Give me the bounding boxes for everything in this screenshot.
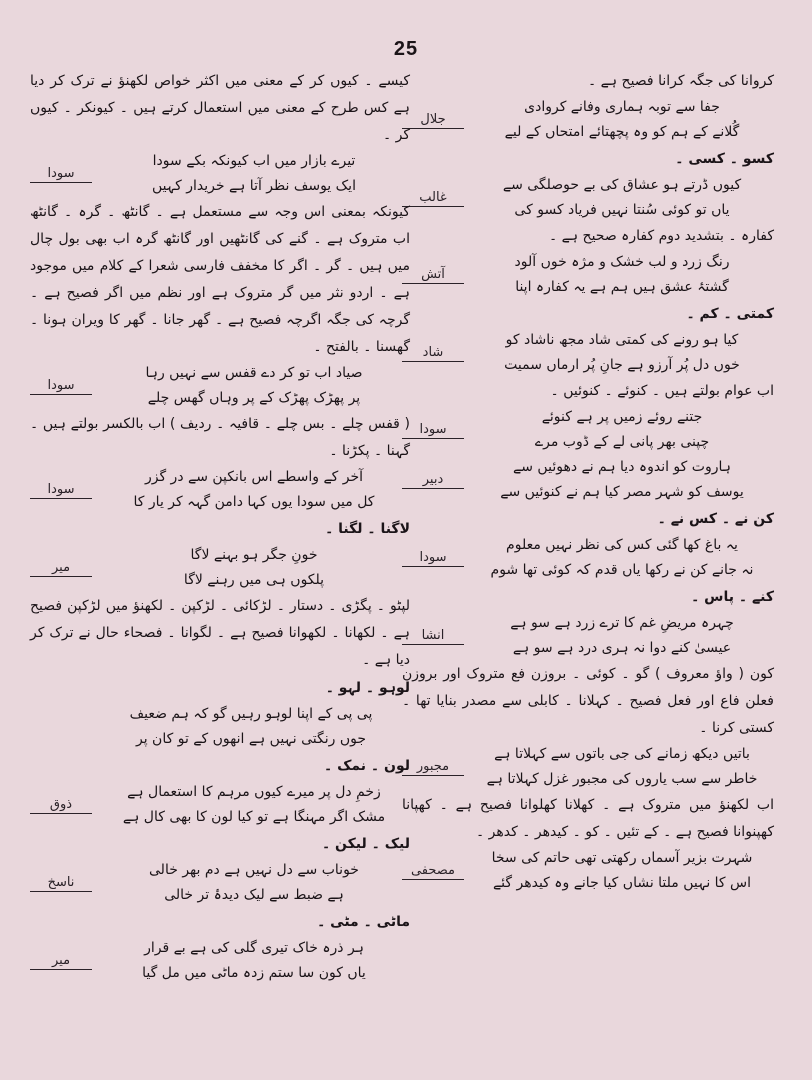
prose-paragraph: کیونکہ بمعنی اس وجہ سے مستعمل ہے ۔ گانٹھ ۔ گرہ ۔ گانٹھ اب متروک ہے ۔ گنے کی گانٹھیں اور گانٹھ گرہ اب بھی بول چال میں ہیں ۔ گر ۔ اگر کا مخفف فارسی شعرا کے کلام میں موجود ہے ۔ اردو نثر میں گر متروک ہے اور نظم میں اگر فصیح ہے ۔ گرچہ کی جگہ اگرچہ فصیح ہے ۔ گھر جانا ۔ گھر کا ویران ہونا ۔ گھسنا ۔ بالفتح ۔ — [30, 204, 410, 355]
verse-couplet — [402, 846, 774, 896]
verse-line: نہ جانے کن نے رکھا یاں قدم کہ کوئی تھا شوم — [490, 562, 754, 578]
verse-line: گُلانے کے ہم کو وہ پچھتائے امتحاں کے لیے — [504, 124, 740, 140]
verse-line: خوناب سے دل نہیں ہے دم بھر خالی — [149, 862, 359, 878]
entry-heading: لوہو ۔ لہو ۔ — [325, 680, 410, 696]
verse-line: کیا ہو رونے کی کمتی شاد مجھ ناشاد کو — [505, 332, 739, 348]
verse-lines — [98, 361, 410, 411]
prose-paragraph: لپٹو ۔ پگڑی ۔ دستار ۔ لڑکائی ۔ لڑکپن ۔ لکھنؤ میں لڑکپن فصیح ہے ۔ لکھانا ۔ لکھوانا فصیح ہے ۔ لگوانا ۔ فصحاء حال نے ترک کر دیا ہے ۔ — [30, 598, 410, 668]
verse-line: پر پھڑک پھڑک کے پر وہاں گھس چلے — [147, 390, 361, 406]
verse-couplet — [30, 361, 410, 411]
prose-paragraph: اب لکھنؤ میں متروک ہے ۔ کھلانا کھلوانا فصیح ہے ۔ کھپانا کھپنوانا فصیح ہے ۔ کے تئیں ۔ کو ۔ کیدھر ۔ کدھر ۔ — [402, 797, 774, 840]
verse-line: پی پی کے اپنا لوہو رہیں گو کہ ہم ضعیف — [129, 706, 373, 722]
verse-line: خونِ جگر ہو بہنے لاگا — [190, 547, 318, 563]
prose-paragraph: کیسے ۔ کیوں کر کے معنی میں اکثر خواص لکھنؤ نے ترک کر دیا ہے کس طرح کے معنی میں استعمال کرتے ہیں ۔ کیونکر ۔ کیوں کر ۔ — [30, 73, 410, 143]
verse-line: تیرے بازار میں اب کیونکہ بکے سودا — [152, 153, 356, 169]
poet-attribution: دبیر — [402, 472, 464, 489]
verse-line: جوں رنگتی نہیں ہے انھوں کے تو کان پر — [135, 731, 367, 747]
verse-line: چپنی بھر پانی لے کے ڈوب مرے — [534, 434, 710, 450]
poet-attribution: سودا — [402, 422, 464, 439]
poet-attribution: انشا — [402, 628, 464, 645]
entry-heading: کن نے ۔ کس نے ۔ — [657, 511, 774, 527]
verse-lines — [470, 742, 774, 792]
poet-attribution: سودا — [30, 378, 92, 395]
poet-attribution: آتش — [402, 267, 464, 284]
verse-line: باتیں دیکھ زمانے کی جی باتوں سے کہلاتا ہے — [494, 746, 750, 762]
poet-attribution: سودا — [402, 550, 464, 567]
poet-attribution: مصحفی — [402, 863, 464, 880]
poet-attribution: شاد — [402, 345, 464, 362]
verse-lines — [98, 936, 410, 986]
poet-attribution: ذوق — [30, 797, 92, 814]
verse-line: شہرت بزیر آسماں رکھتی تھی حاتم کی سخا — [491, 850, 753, 866]
verse-lines — [98, 149, 410, 199]
verse-line: کیوں ڈرتے ہو عشاق کی بے حوصلگی سے — [502, 177, 742, 193]
verse-line: گشتۂ عشق ہیں ہم ہے یہ کفارہ اپنا — [515, 279, 729, 295]
verse-couplet — [30, 149, 410, 199]
prose-paragraph: ( قفس چلے ۔ بس چلے ۔ قافیہ ۔ ردیف ) اب بالکسر بولتے ہیں ۔ گہنا ۔ پکڑنا ۔ — [30, 416, 410, 459]
verse-lines — [470, 533, 774, 583]
verse-couplet — [30, 936, 410, 986]
verse-couplet — [402, 455, 774, 505]
poet-attribution: غالب — [402, 190, 464, 207]
verse-lines — [470, 611, 774, 661]
verse-lines — [470, 250, 774, 300]
verse-line: پلکوں ہی میں رہنے لاگا — [183, 572, 325, 588]
verse-line: یاں تو کوئی سُنتا نہیں فریاد کسو کی — [514, 202, 730, 218]
left-column — [30, 68, 410, 986]
poet-attribution: سودا — [30, 166, 92, 183]
prose-paragraph: کون ( واؤ معروف ) گو ۔ کوئی ۔ بروزن فع متروک اور بروزن فعلن فاع اور فعل فصیح ۔ کہلانا ۔ کابلی سے مصدر بنایا تھا ۔ کستی کرنا ۔ — [402, 666, 774, 736]
verse-couplet — [30, 702, 410, 752]
poet-attribution: ناسخ — [30, 875, 92, 892]
verse-couplet — [30, 858, 410, 908]
verse-line: مشک اگر مہنگا ہے تو کیا لون کا بھی کال ہے — [122, 809, 386, 825]
verse-couplet — [402, 95, 774, 145]
verse-lines — [470, 846, 774, 896]
verse-couplet — [402, 611, 774, 661]
right-column — [402, 68, 774, 896]
verse-line: یہ باغ کھا گئی کس کی نظر نہیں معلوم — [506, 537, 738, 553]
verse-line: اس کا نہیں ملتا نشاں کیا جانے وہ کیدھر گئے — [492, 875, 752, 891]
verse-line: زخمِ دل پر میرے کیوں مرہم کا استعمال ہے — [127, 784, 381, 800]
verse-lines — [98, 780, 410, 830]
verse-line: ہاروت کو اندوہ دیا ہم نے دھوئیں سے — [513, 459, 731, 475]
verse-couplet — [30, 780, 410, 830]
prose-paragraph: کروانا کی جگہ کرانا فصیح ہے ۔ — [588, 73, 774, 89]
entry-heading: کنے ۔ پاس ۔ — [691, 589, 774, 605]
prose-paragraph: کفارہ ۔ بتشدید دوم کفارہ صحیح ہے ۔ — [549, 228, 774, 244]
verse-line: جتنے روئے زمیں پر ہے کنوئے — [541, 409, 703, 425]
verse-line: رنگ زرد و لب خشک و مژہ خوں آلود — [514, 254, 730, 270]
verse-lines — [98, 858, 410, 908]
page-number: 25 — [393, 38, 419, 60]
verse-line: ہر ذرہ خاک تیری گلی کی ہے بے قرار — [144, 940, 364, 956]
verse-couplet — [402, 533, 774, 583]
poet-attribution: میر — [30, 953, 92, 970]
verse-line: ہے ضبط سے لیک دیدۂ تر خالی — [164, 887, 344, 903]
verse-lines — [92, 702, 410, 752]
verse-line: چہرہ مریضِ غم کا ترے زرد ہے سو ہے — [510, 615, 734, 631]
verse-line: آخر کے واسطے اس بانکپن سے در گزر — [144, 469, 364, 485]
poet-attribution: مجبور — [402, 759, 464, 776]
prose-paragraph: اب عوام بولتے ہیں ۔ کنوئے ۔ کنوئیں ۔ — [550, 383, 774, 399]
verse-lines — [98, 543, 410, 593]
verse-line: جفا سے توبہ ہماری وفانے کروادی — [524, 99, 720, 115]
verse-lines — [470, 328, 774, 378]
entry-heading: لاگنا ۔ لگنا ۔ — [325, 521, 410, 537]
verse-line: عیسیٰ کنے دوا نہ ہری درد ہے سو ہے — [512, 640, 732, 656]
verse-line: خوں دل پُر آرزو ہے جانِ پُر ارماں سمیت — [504, 357, 740, 373]
verse-lines — [470, 95, 774, 145]
verse-line: خاطر سے سب یاروں کی مجبور غزل کہلاتا ہے — [486, 771, 758, 787]
verse-couplet — [30, 465, 410, 515]
poet-attribution: سودا — [30, 482, 92, 499]
verse-couplet — [402, 742, 774, 792]
verse-couplet — [402, 173, 774, 223]
poet-attribution: میر — [30, 560, 92, 577]
verse-lines — [470, 173, 774, 223]
entry-heading: لیک ۔ لیکن ۔ — [321, 836, 410, 852]
verse-line: صیاد اب تو کر دے قفس سے نہیں رہا — [145, 365, 363, 381]
verse-couplet — [402, 328, 774, 378]
entry-heading: ماٹی ۔ مٹی ۔ — [317, 914, 410, 930]
verse-line: یاں کون سا ستم زدہ ماٹی میں مل گیا — [142, 965, 366, 981]
entry-heading: لون ۔ نمک ۔ — [324, 758, 410, 774]
verse-lines — [470, 405, 774, 455]
verse-couplet — [402, 405, 774, 455]
verse-line: کل میں سودا یوں کہا دامن گہہ کر یار کا — [133, 494, 375, 510]
verse-couplet — [30, 543, 410, 593]
verse-lines — [98, 465, 410, 515]
poet-attribution: جلال — [402, 112, 464, 129]
verse-line: یوسف کو شہر مصر کیا ہم نے کنوئیں سے — [500, 484, 744, 500]
entry-heading: کمتی ۔ کم ۔ — [686, 306, 774, 322]
verse-lines — [470, 455, 774, 505]
verse-line: ایک یوسف نظر آتا ہے خریدار کہیں — [152, 178, 356, 194]
entry-heading: کسو ۔ کسی ۔ — [675, 151, 774, 167]
verse-couplet — [402, 250, 774, 300]
